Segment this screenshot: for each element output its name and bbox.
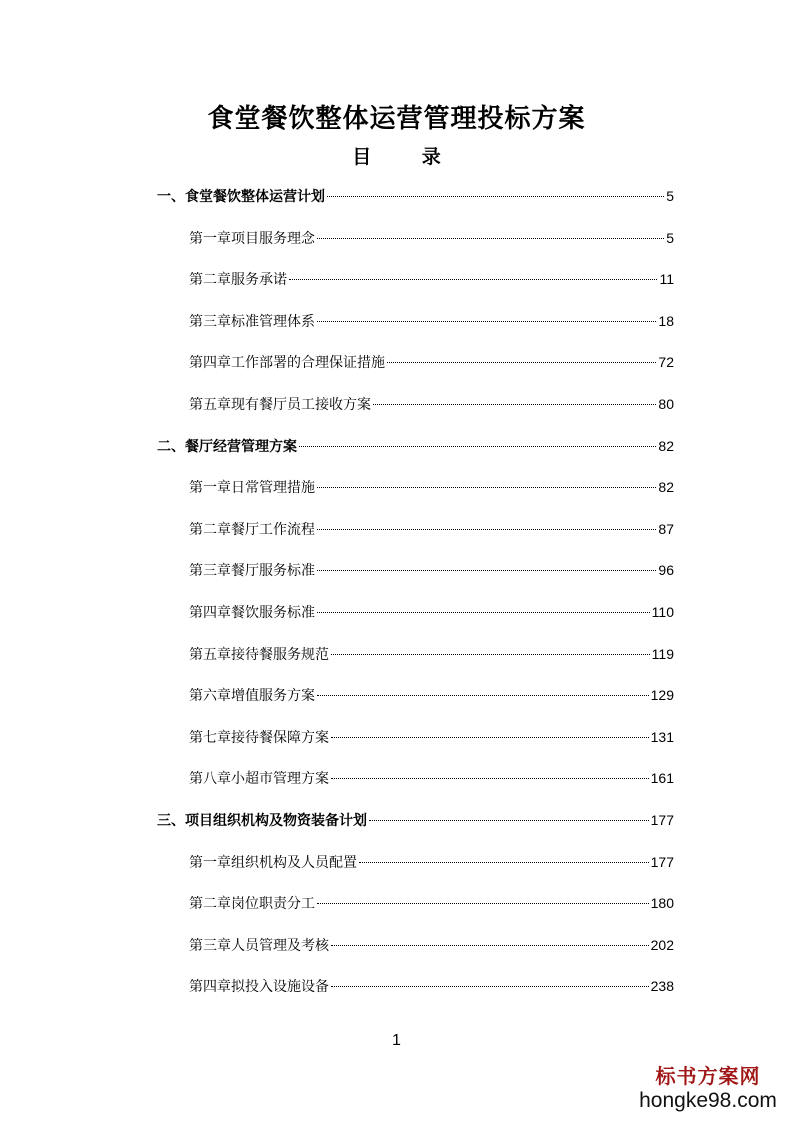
toc-heading: 目 录	[352, 146, 463, 168]
toc-entry-page: 177	[650, 812, 674, 828]
toc-entry-chapter[interactable]	[189, 685, 674, 705]
toc-entry-label: 第三章标准管理体系	[189, 314, 315, 330]
toc-entry-page: 5	[666, 188, 674, 204]
toc-entry-chapter[interactable]	[189, 394, 674, 414]
toc-entry-label: 第二章餐厅工作流程	[189, 522, 315, 538]
toc-dot-leader	[317, 570, 656, 571]
toc-entry-page: 11	[659, 271, 674, 287]
toc-entry-chapter[interactable]	[189, 976, 674, 996]
toc-entry-page: 161	[650, 770, 674, 786]
toc-entry-label: 第六章增值服务方案	[189, 688, 315, 704]
toc-entry-chapter[interactable]	[189, 935, 674, 955]
toc-entry-chapter[interactable]	[189, 602, 674, 622]
toc-entry-label: 第二章服务承诺	[189, 272, 287, 288]
toc-entry-label: 第三章人员管理及考核	[189, 938, 329, 954]
toc-entry-page: 177	[650, 854, 674, 870]
toc-entry-page: 82	[658, 438, 674, 454]
toc-entry-page: 119	[651, 646, 674, 662]
toc-entry-label: 第四章餐饮服务标准	[189, 605, 315, 621]
watermark	[633, 1064, 783, 1114]
toc-entry-label: 第七章接待餐保障方案	[189, 730, 329, 746]
toc-entry-page: 202	[650, 937, 674, 953]
toc-entry-chapter[interactable]	[189, 311, 674, 331]
toc-dot-leader	[317, 529, 656, 530]
toc-entry-chapter[interactable]	[189, 768, 674, 788]
toc-dot-leader	[317, 695, 649, 696]
page-number: 1	[392, 1032, 401, 1049]
toc-entry-label: 第三章餐厅服务标准	[189, 563, 315, 579]
toc-dot-leader	[317, 903, 649, 904]
toc-dot-leader	[327, 196, 664, 197]
toc-entry-chapter[interactable]	[189, 893, 674, 913]
toc-entry-label: 第一章组织机构及人员配置	[189, 855, 357, 871]
toc-entry-section[interactable]	[157, 810, 674, 830]
toc-entry-page: 96	[658, 562, 674, 578]
toc-entry-page: 131	[650, 729, 674, 745]
toc-entry-page: 87	[658, 521, 674, 537]
toc-entry-label: 第一章日常管理措施	[189, 480, 315, 496]
toc-entry-page: 5	[666, 230, 674, 246]
toc-entry-page: 110	[651, 604, 674, 620]
toc-entry-page: 80	[658, 396, 674, 412]
toc-entry-chapter[interactable]	[189, 228, 674, 248]
toc-dot-leader	[331, 945, 649, 946]
toc-dot-leader	[331, 737, 649, 738]
toc-entry-chapter[interactable]	[189, 477, 674, 497]
toc-entry-section[interactable]	[157, 186, 674, 206]
toc-dot-leader	[331, 778, 649, 779]
toc-entry-page: 72	[658, 354, 674, 370]
toc-dot-leader	[317, 321, 656, 322]
toc-entry-page: 129	[650, 687, 674, 703]
watermark-url: hongke98.com	[639, 1089, 777, 1112]
toc-entry-label: 第八章小超市管理方案	[189, 771, 329, 787]
toc-dot-leader	[299, 446, 656, 447]
toc-entry-chapter[interactable]	[189, 560, 674, 580]
toc-dot-leader	[317, 238, 664, 239]
toc-dot-leader	[359, 862, 649, 863]
toc-dot-leader	[331, 654, 650, 655]
toc-dot-leader	[369, 820, 649, 821]
toc-entry-label: 一、食堂餐饮整体运营计划	[157, 189, 325, 205]
toc-dot-leader	[317, 487, 656, 488]
toc-entry-label: 二、餐厅经营管理方案	[157, 439, 297, 455]
toc-entry-chapter[interactable]	[189, 519, 674, 539]
document-title: 食堂餐饮整体运营管理投标方案	[207, 104, 586, 134]
toc-entry-page: 180	[650, 895, 674, 911]
toc-dot-leader	[373, 404, 656, 405]
toc-entry-page: 82	[658, 479, 674, 495]
toc-entry-chapter[interactable]	[189, 269, 674, 289]
toc-entry-label: 第五章现有餐厅员工接收方案	[189, 397, 371, 413]
toc-entry-label: 三、项目组织机构及物资装备计划	[157, 813, 367, 829]
toc-dot-leader	[331, 986, 649, 987]
toc-dot-leader	[317, 612, 650, 613]
toc-entry-label: 第四章工作部署的合理保证措施	[189, 355, 385, 371]
toc-entry-label: 第五章接待餐服务规范	[189, 647, 329, 663]
toc-entry-chapter[interactable]	[189, 644, 674, 664]
toc-entry-label: 第二章岗位职责分工	[189, 896, 315, 912]
toc-entry-page: 18	[658, 313, 674, 329]
toc-entry-chapter[interactable]	[189, 852, 674, 872]
watermark-cn-text: 标书方案网	[655, 1064, 761, 1088]
toc-entry-page: 238	[650, 978, 674, 994]
toc-entry-chapter[interactable]	[189, 727, 674, 747]
toc-entry-label: 第四章拟投入设施设备	[189, 979, 329, 995]
toc-dot-leader	[289, 279, 657, 280]
toc-entry-label: 第一章项目服务理念	[189, 231, 315, 247]
toc-dot-leader	[387, 362, 656, 363]
toc-entry-chapter[interactable]	[189, 352, 674, 372]
toc-entry-section[interactable]	[157, 436, 674, 456]
